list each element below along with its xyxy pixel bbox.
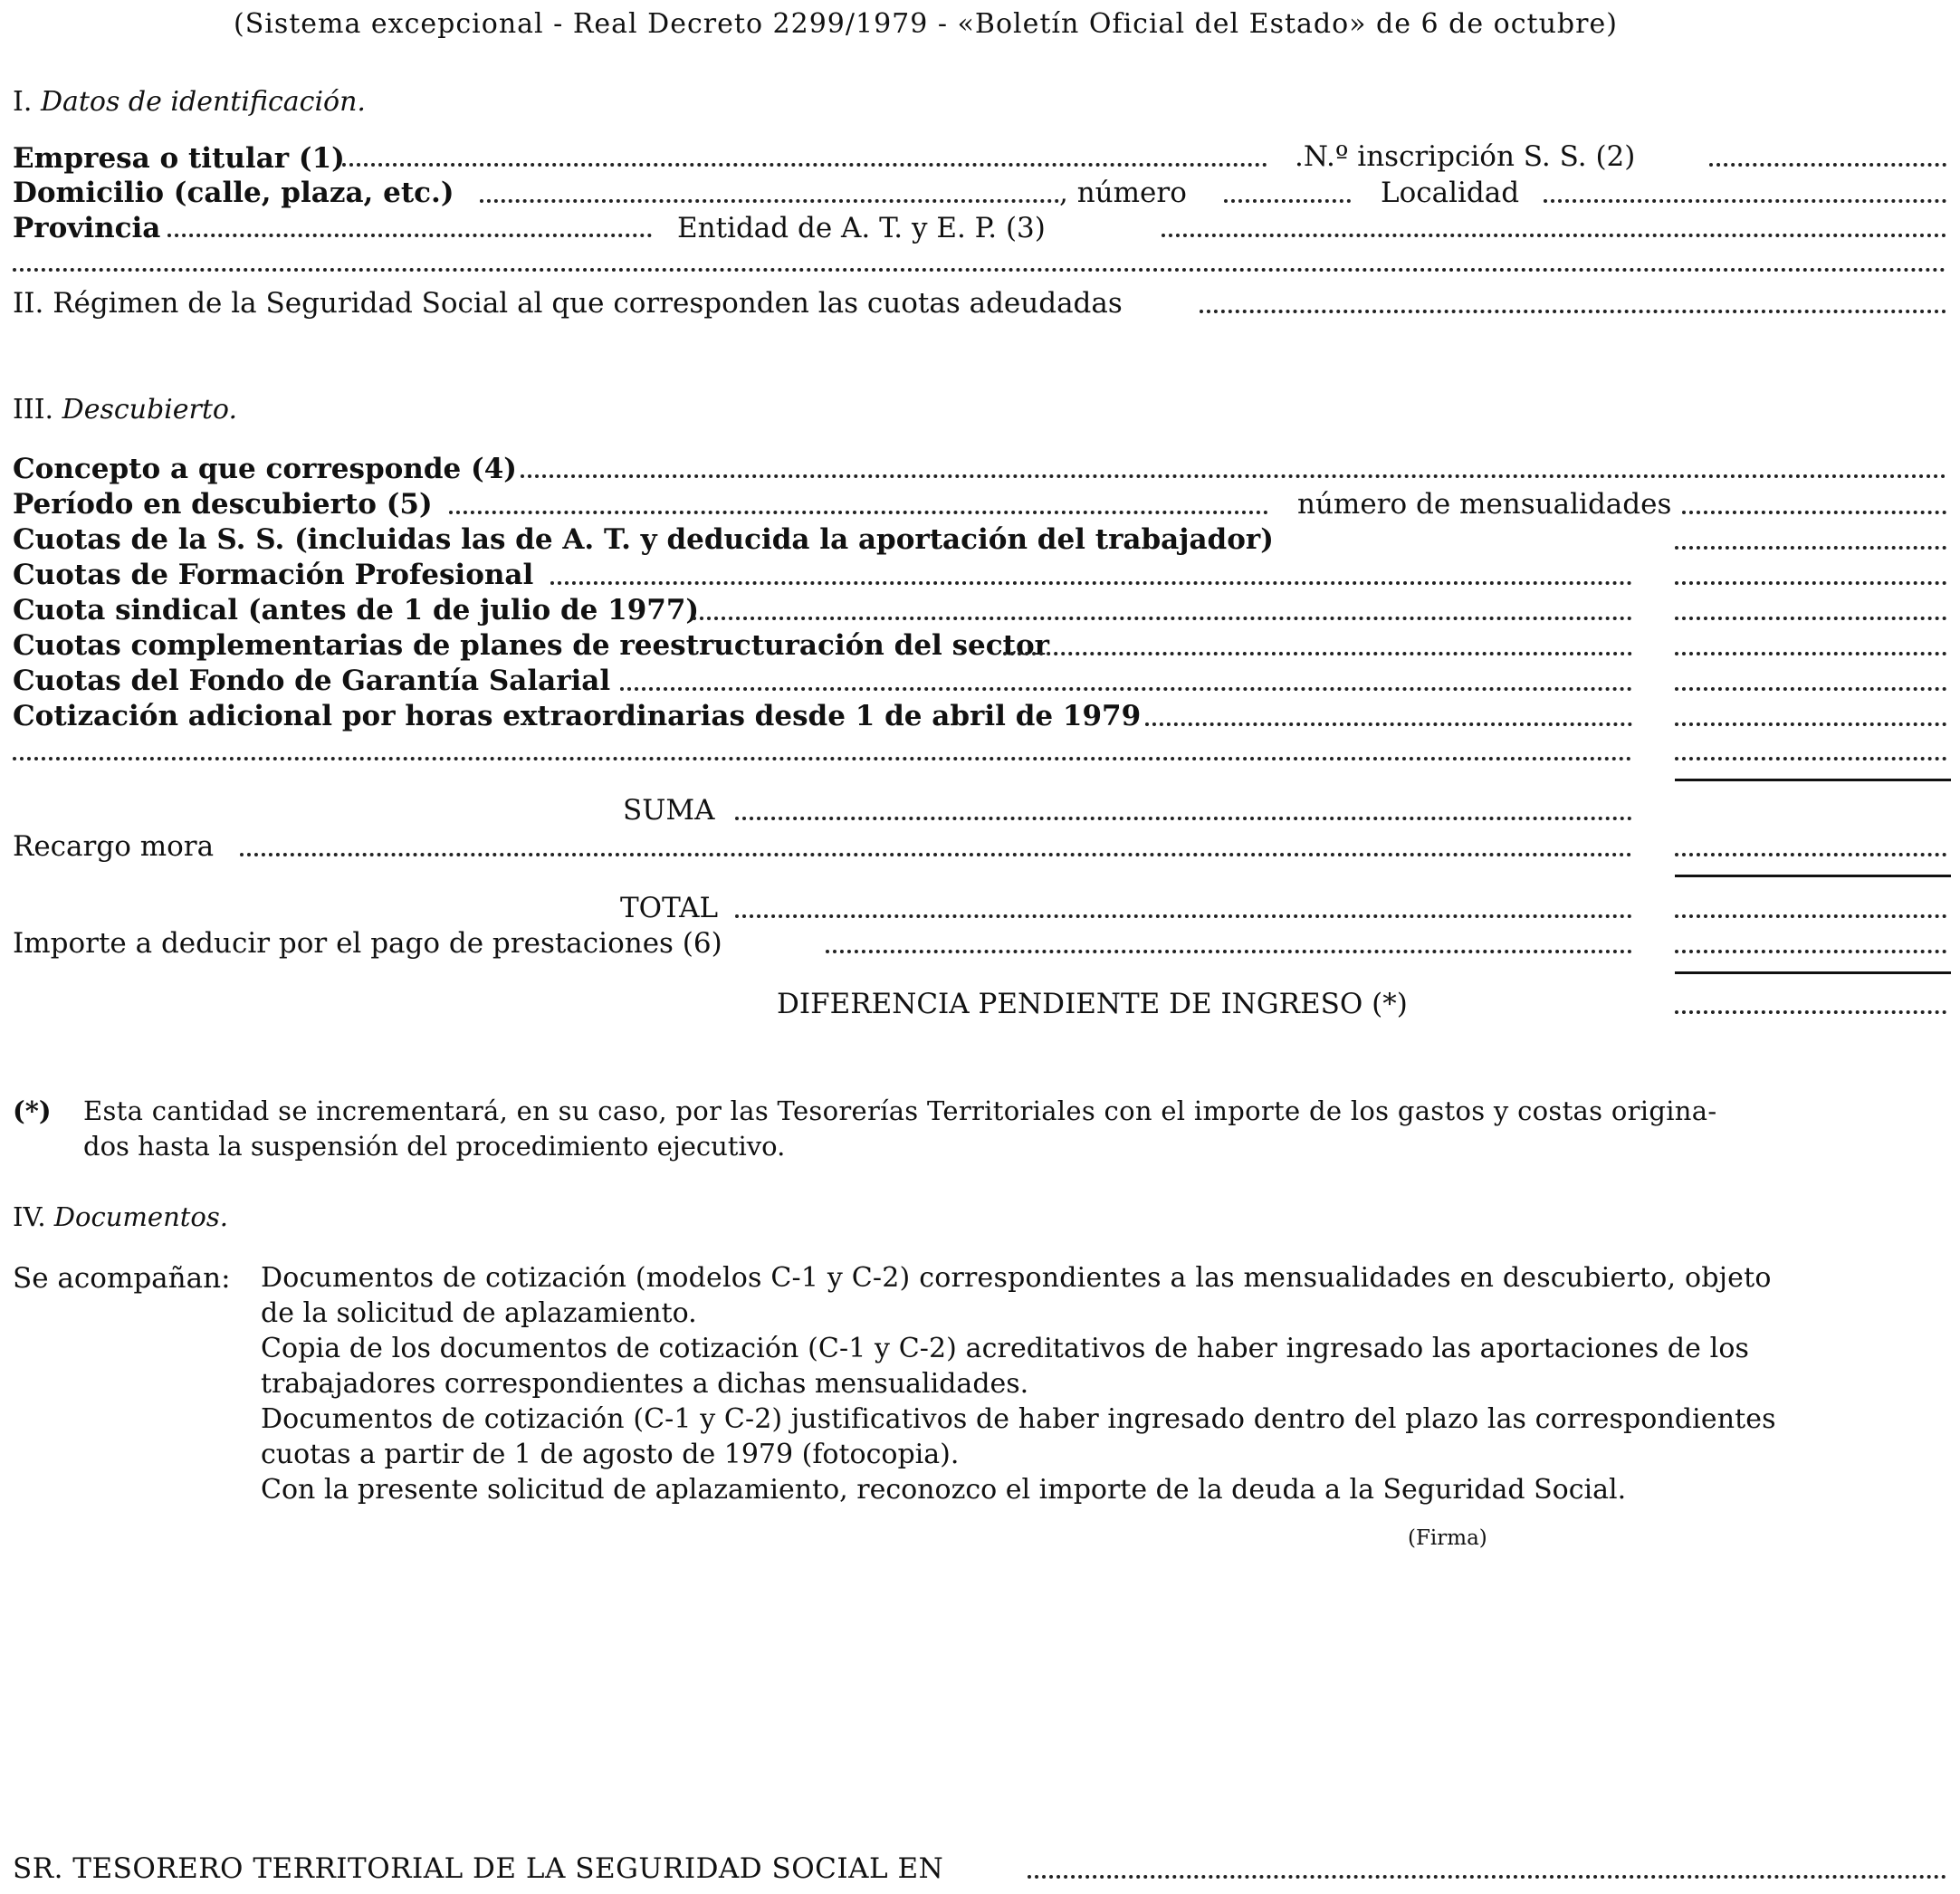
label-mensualidades: número de mensualidades	[1297, 488, 1672, 521]
field-concepto[interactable]	[521, 474, 1946, 478]
label-se-acompanan: Se acompañan:	[13, 1262, 231, 1295]
row-label: Cuotas complementarias de planes de reestructuración del sector	[13, 629, 1049, 662]
row-label: Cuota sindical (antes de 1 de julio de 1977)	[13, 594, 700, 627]
leader-dots	[826, 950, 1632, 953]
label-concepto: Concepto a que corresponde (4)	[13, 453, 517, 485]
firma-label: (Firma)	[1408, 1526, 1487, 1550]
documento-line: Documentos de cotización (modelos C-1 y C-2) correspondientes a las mensualidades en descubierto, objeto	[261, 1262, 1772, 1294]
amount-field[interactable]	[1675, 853, 1946, 856]
amount-field[interactable]	[1675, 757, 1946, 760]
label-recargo: Recargo mora	[13, 830, 215, 863]
section-title: Descubierto.	[62, 394, 237, 426]
field-numero[interactable]	[1224, 199, 1351, 203]
field-domicilio[interactable]	[480, 199, 1059, 203]
field-mensualidades[interactable]	[1682, 511, 1946, 514]
label-regimen: II. Régimen de la Seguridad Social al que corresponden las cuotas adeudadas	[13, 287, 1123, 320]
sum-rule	[1675, 971, 1951, 974]
documento-line: de la solicitud de aplazamiento.	[261, 1297, 697, 1329]
field-empresa[interactable]	[342, 163, 1267, 167]
field-tesorero-en[interactable]	[1028, 1875, 1946, 1879]
leader-dots	[693, 617, 1632, 620]
leader-dots	[620, 687, 1632, 691]
leader-dots	[735, 914, 1632, 918]
footnote-line: dos hasta la suspensión del procedimiento ejecutivo.	[83, 1131, 786, 1162]
field-periodo[interactable]	[449, 511, 1268, 514]
label-inscripcion: .N.º inscripción S. S. (2)	[1295, 140, 1636, 173]
sum-rule	[1675, 875, 1951, 877]
label-empresa: Empresa o titular (1)	[13, 142, 345, 175]
signature-area[interactable]	[1249, 1562, 1702, 1761]
row-label: Cuotas de Formación Profesional	[13, 559, 534, 591]
section-heading-identificacion	[13, 86, 366, 118]
section-heading-descubierto	[13, 394, 237, 426]
sum-rule	[1675, 779, 1951, 781]
leader-dots	[240, 853, 1632, 856]
field-otro-concepto[interactable]	[13, 757, 1632, 760]
label-entidad: Entidad de A. T. y E. P. (3)	[677, 212, 1046, 244]
field-regimen[interactable]	[1200, 310, 1946, 313]
footnote-mark: (*)	[13, 1095, 52, 1126]
field-provincia[interactable]	[167, 234, 652, 237]
field-inscripcion[interactable]	[1709, 163, 1946, 167]
label-diferencia: DIFERENCIA PENDIENTE DE INGRESO (*)	[777, 988, 1408, 1020]
field-identificacion-extra[interactable]	[13, 268, 1946, 272]
form-header: (Sistema excepcional - Real Decreto 2299/1979 - «Boletín Oficial del Estado» de 6 de octubre)	[234, 8, 1618, 40]
leader-dots	[1003, 652, 1632, 655]
label-suma: SUMA	[623, 794, 715, 827]
section-number: I.	[13, 86, 33, 118]
leader-dots	[735, 817, 1632, 820]
documento-line: cuotas a partir de 1 de agosto de 1979 (fotocopia).	[261, 1439, 960, 1470]
label-provincia: Provincia	[13, 212, 161, 244]
section-heading-documentos	[13, 1201, 228, 1232]
amount-field[interactable]	[1675, 546, 1946, 550]
label-domicilio: Domicilio (calle, plaza, etc.)	[13, 177, 454, 209]
documento-line: trabajadores correspondientes a dichas mensualidades.	[261, 1368, 1029, 1400]
footnote-line: Esta cantidad se incrementará, en su caso, por las Tesorerías Territoriales con el importe de los gastos y costas origina-	[83, 1095, 1717, 1126]
section-title: Datos de identificación.	[40, 86, 366, 118]
documento-line: Documentos de cotización (C-1 y C-2) justificativos de haber ingresado dentro del plazo las correspondientes	[261, 1403, 1776, 1435]
amount-field[interactable]	[1675, 687, 1946, 691]
amount-field[interactable]	[1675, 652, 1946, 655]
amount-field[interactable]	[1675, 722, 1946, 726]
addressee-label: SR. TESORERO TERRITORIAL DE LA SEGURIDAD SOCIAL EN	[13, 1852, 944, 1885]
amount-field[interactable]	[1675, 617, 1946, 620]
documento-line: Con la presente solicitud de aplazamiento, reconozco el importe de la deuda a la Seguridad Social.	[261, 1474, 1627, 1506]
field-localidad[interactable]	[1544, 199, 1946, 203]
row-label: Cuotas de la S. S. (incluidas las de A. T. y deducida la aportación del trabajador)	[13, 523, 1274, 556]
section-title: Documentos.	[53, 1201, 228, 1232]
section-number: III.	[13, 394, 54, 426]
label-periodo: Período en descubierto (5)	[13, 488, 433, 521]
label-importe: Importe a deducir por el pago de prestaciones (6)	[13, 927, 722, 960]
row-label: Cuotas del Fondo de Garantía Salarial	[13, 665, 611, 697]
label-numero: , número	[1059, 177, 1187, 209]
amount-field[interactable]	[1675, 914, 1946, 918]
label-localidad: Localidad	[1381, 177, 1520, 209]
leader-dots	[550, 581, 1632, 585]
section-number: IV.	[13, 1201, 46, 1232]
leader-dots	[1145, 722, 1632, 726]
field-entidad[interactable]	[1162, 234, 1946, 237]
amount-field[interactable]	[1675, 581, 1946, 585]
amount-field[interactable]	[1675, 950, 1946, 953]
documento-line: Copia de los documentos de cotización (C-1 y C-2) acreditativos de haber ingresado las aportaciones de los	[261, 1333, 1750, 1364]
row-label: Cotización adicional por horas extraordinarias desde 1 de abril de 1979	[13, 700, 1142, 732]
label-total: TOTAL	[620, 892, 719, 924]
amount-field[interactable]	[1675, 1010, 1946, 1014]
